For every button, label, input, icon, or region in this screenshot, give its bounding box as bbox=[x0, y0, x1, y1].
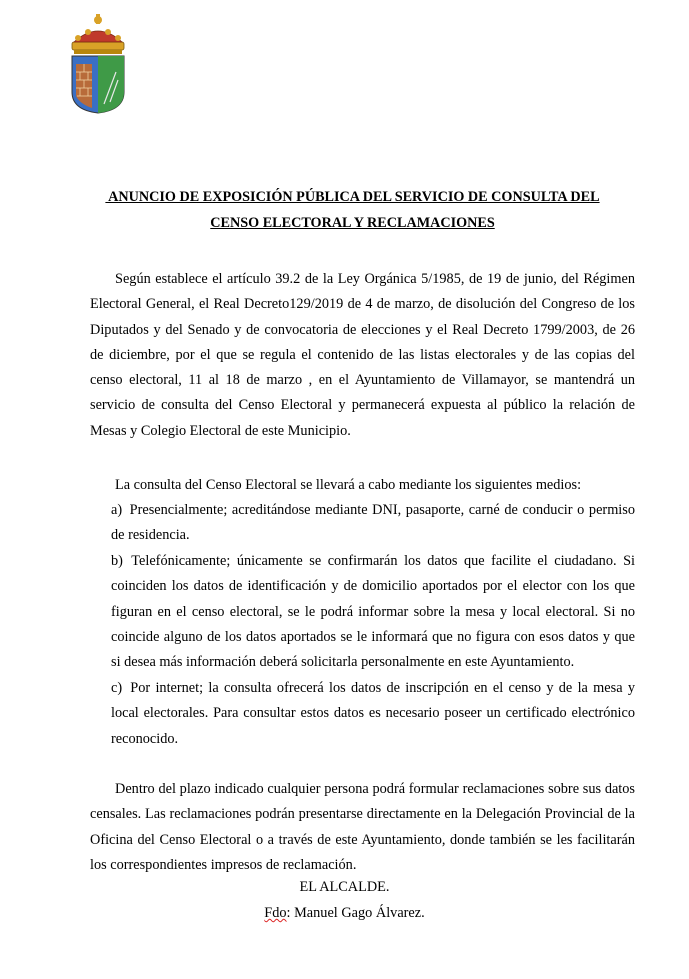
list-item-text: Telefónicamente; únicamente se confirmarán los datos que facilite el ciudadano. Si coinciden los datos de identificación y de domicilio aportados por el elector con los que figuran en el censo electoral, se le podrá informar sobre la mesa y local electoral. Si no coincide alguno de los datos aportados se le informará que no figura con esos datos y que si desea más información deberá solicitarla personalmente en este Ayuntamiento. bbox=[111, 553, 635, 671]
paragraph-claims bbox=[90, 777, 635, 878]
list-item-label: a) bbox=[111, 502, 123, 518]
paragraph-claims-text: Dentro del plazo indicado cualquier persona podrá formular reclamaciones sobre sus datos censales. Las reclamaciones podrán presentarse directamente en la Delegación Provincial de la Oficina del Censo Electoral o a través de este Ayuntamiento, donde también se les facilitarán los correspondientes impresos de reclamación. bbox=[90, 781, 635, 873]
document-title-line-1: ANUNCIO DE EXPOSICIÓN PÚBLICA DEL SERVICIO DE CONSULTA DEL bbox=[105, 189, 600, 205]
list-item-label: b) bbox=[111, 553, 123, 569]
coat-of-arms-icon bbox=[66, 12, 130, 114]
list-item-telephone bbox=[111, 549, 635, 675]
signature-role: EL ALCALDE. bbox=[299, 879, 390, 895]
document-title-line-2: CENSO ELECTORAL Y RECLAMACIONES bbox=[210, 215, 495, 231]
consultation-intro-text: La consulta del Censo Electoral se llevará a cabo mediante los siguientes medios: bbox=[115, 477, 582, 493]
signature-name: : Manuel Gago Álvarez. bbox=[286, 905, 425, 921]
signature-line bbox=[0, 905, 689, 922]
paragraph-legal-basis-text: Según establece el artículo 39.2 de la Ley Orgánica 5/1985, de 19 de junio, del Régimen Electoral General, el Real Decreto129/2019 de 4 de marzo, de disolución del Congreso de los Diputados y del Senado y de convocatoria de elecciones y el Real Decreto 1799/2003, de 26 de diciembre, por el que se regula el contenido de las listas electorales y de las copias del censo electoral, 11 al 18 de marzo , en el Ayuntamiento de Villamayor, se mantendrá un servicio de consulta del Censo Electoral y permanecerá expuesta al público la relación de Mesas y Colegio Electoral de este Municipio. bbox=[90, 271, 635, 439]
signature-fdo-label: Fdo bbox=[264, 905, 287, 921]
paragraph-legal-basis bbox=[90, 267, 635, 444]
list-item-label: c) bbox=[111, 680, 123, 696]
list-item-internet bbox=[111, 676, 635, 752]
list-item-in-person bbox=[111, 498, 635, 549]
list-item-text: Presencialmente; acreditándose mediante DNI, pasaporte, carné de conducir o permiso de residencia. bbox=[111, 502, 635, 544]
paragraph-consultation-intro bbox=[90, 473, 635, 498]
list-item-text: Por internet; la consulta ofrecerá los datos de inscripción en el censo y de la mesa y local electorales. Para consultar estos datos es necesario poseer un certificado electrónico reconocido. bbox=[111, 680, 635, 747]
